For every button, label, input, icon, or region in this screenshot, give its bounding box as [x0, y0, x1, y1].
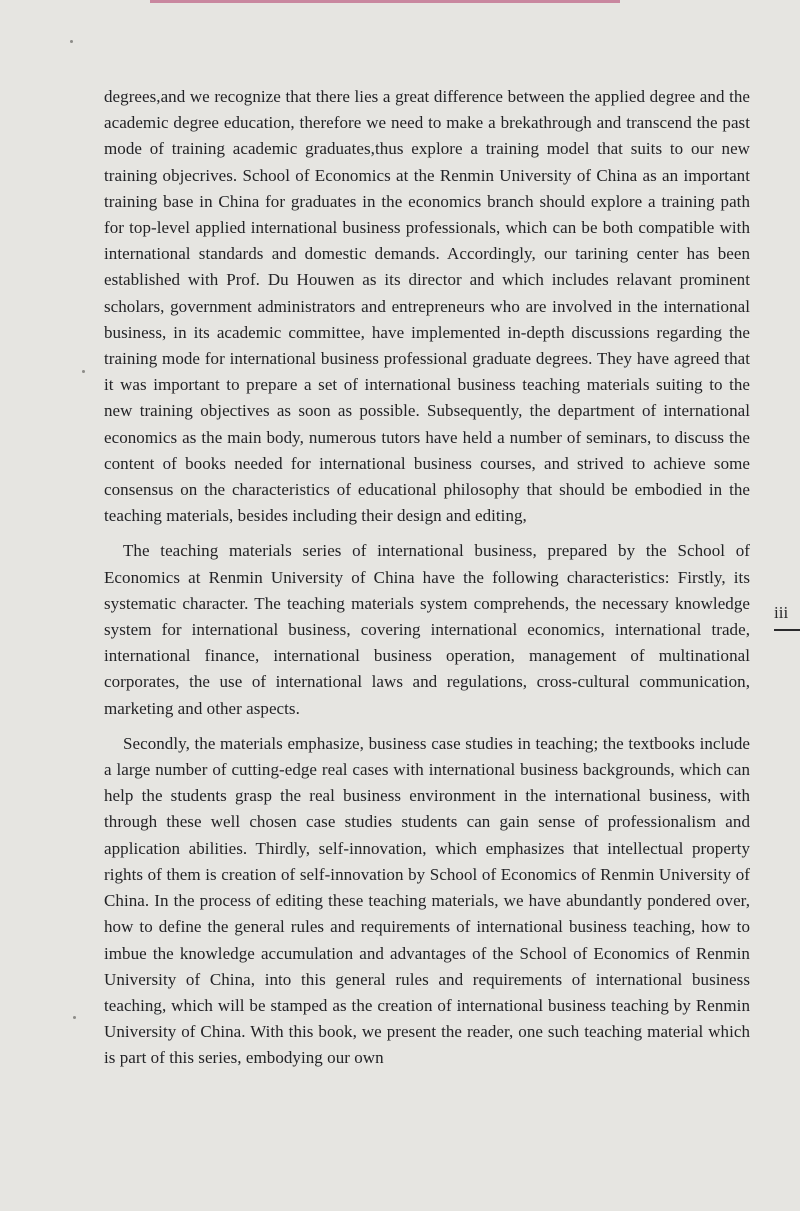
page-body [104, 84, 750, 1072]
top-edge-mark [150, 0, 620, 3]
paragraph-3: Secondly, the materials emphasize, business case studies in teaching; the textbooks include a large number of cutting-edge real cases with international business backgrounds, which can help the students grasp the real business environment in the international business, with through these well chosen case studies students can gain sense of professionalism and application abilities. Thirdly, self-innovation, which emphasizes that intellectual property rights of them is creation of self-innovation by School of Economics of Renmin University of China. In the process of editing these teaching materials, we have abundantly pondered over, how to define the general rules and requirements of international business teaching, how to imbue the knowledge accumulation and advantages of the School of Economics of Renmin University of China, into this general rules and requirements of international business teaching, which will be stamped as the creation of international business teaching by Renmin University of China. With this book, we present the reader, one such teaching material which is part of this series, embodying our own [104, 733, 750, 1068]
paper-speck [82, 370, 85, 373]
paragraph-2: The teaching materials series of international business, prepared by the School of Economics at Renmin University of China have the following characteristics: Firstly, its systematic character. The teaching materials system comprehends, the necessary knowledge system for international business, covering international economics, international trade, international finance, international business operation, management of multinational corporates, the use of international laws and regulations, cross-cultural communication, marketing and other aspects. [104, 541, 750, 718]
page-number-rule [774, 629, 800, 631]
paper-speck [70, 40, 73, 43]
paragraph-1: degrees,and we recognize that there lies a great difference between the applied degree and the academic degree education, therefore we need to make a brekathrough and transcend the past mode of training academic graduates,thus explore a training model that suits to our new training objecrives. School of Economics at the Renmin University of China as an important training base in China for graduates in the economics branch should explore a training path for top-level applied international business professionals, which can be both compatible with international standards and domestic demands. Accordingly, our tarining center has been established with Prof. Du Houwen as its director and which includes relavant prominent scholars, government administrators and entrepreneurs who are involved in the international business, in its academic committee, have implemented in-depth discussions regarding the training mode for international business professional graduate degrees. They have agreed that it was important to prepare a set of international business teaching materials suiting to the new training objectives as soon as possible. Subsequently, the department of international economics as the main body, numerous tutors have held a number of seminars, to discuss the content of books needed for international business courses, and strived to achieve some consensus on the characteristics of educational philosophy that should be embodied in the teaching materials, besides including their design and editing, [104, 87, 750, 526]
page-number: iii [774, 603, 789, 622]
paper-speck [73, 1016, 76, 1019]
